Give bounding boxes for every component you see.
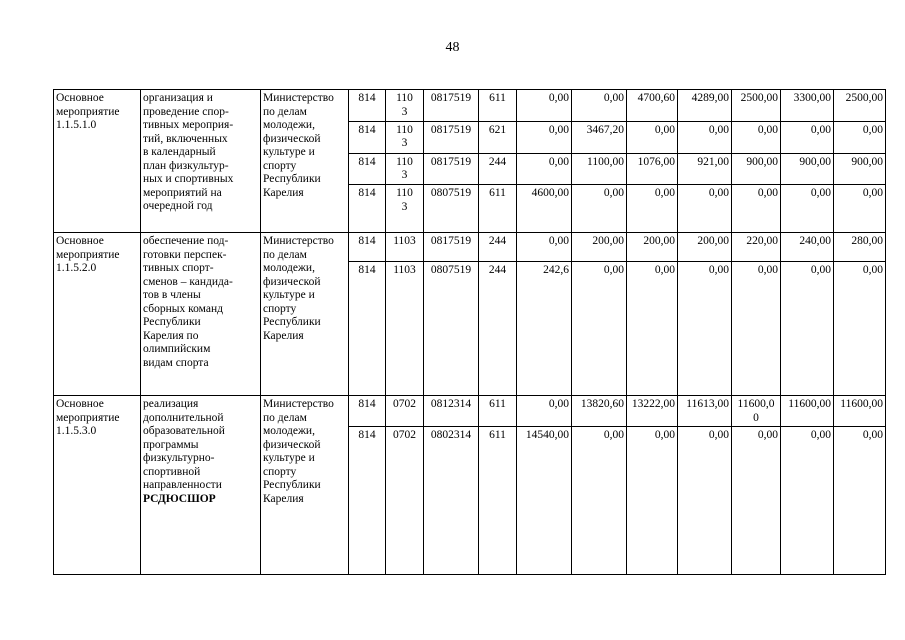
grbs-cell: 814: [349, 233, 386, 262]
value-cell: 11600,00: [834, 396, 886, 427]
value-cell: 0,00: [517, 153, 572, 185]
value-cell: 4600,00: [517, 185, 572, 233]
table-row: [54, 233, 886, 262]
value-cell: 0,00: [627, 262, 678, 396]
value-cell: 900,00: [781, 153, 834, 185]
csr-cell: 0817519: [424, 153, 479, 185]
vr-cell: 611: [479, 185, 517, 233]
value-cell: 11600,0 0: [732, 396, 781, 427]
value-cell: 0,00: [627, 121, 678, 153]
event-description: реализация дополнительной образовательной программы физкультурно- спортивной направленности: [143, 398, 225, 491]
value-cell: 200,00: [678, 233, 732, 262]
table-row: [54, 396, 886, 427]
school-name: РСДЮСШОР: [143, 492, 216, 505]
value-cell: 1076,00: [627, 153, 678, 185]
value-cell: 14540,00: [517, 427, 572, 575]
vr-cell: 244: [479, 153, 517, 185]
page-number: 48: [445, 40, 460, 55]
value-cell: 0,00: [678, 121, 732, 153]
rzpr-cell: 0702: [386, 396, 424, 427]
grbs-cell: 814: [349, 427, 386, 575]
vr-cell: 244: [479, 233, 517, 262]
vr-cell: 244: [479, 262, 517, 396]
event-code-cell: Основное мероприятие 1.1.5.1.0: [54, 90, 141, 233]
csr-cell: 0802314: [424, 427, 479, 575]
executor-cell: Министерство по делам молодежи, физической культуре и спорту Республики Карелия: [261, 396, 349, 575]
event-description: организация и проведение спор- тивных мероприя- тий, включенных в календарный план физкультур- ных и спортивных мероприятий на очередной год: [143, 92, 234, 212]
grbs-cell: 814: [349, 153, 386, 185]
value-cell: 921,00: [678, 153, 732, 185]
value-cell: 0,00: [678, 427, 732, 575]
grbs-cell: 814: [349, 90, 386, 122]
rzpr-cell: 1103: [386, 233, 424, 262]
value-cell: 0,00: [678, 262, 732, 396]
value-cell: 280,00: [834, 233, 886, 262]
value-cell: 13820,60: [572, 396, 627, 427]
rzpr-cell: 110 3: [386, 90, 424, 122]
grbs-cell: 814: [349, 121, 386, 153]
event-description-cell: [141, 233, 261, 396]
value-cell: 220,00: [732, 233, 781, 262]
grbs-cell: 814: [349, 185, 386, 233]
rzpr-cell: 110 3: [386, 121, 424, 153]
table-row: [54, 90, 886, 122]
value-cell: 0,00: [517, 90, 572, 122]
value-cell: 200,00: [572, 233, 627, 262]
value-cell: 0,00: [834, 427, 886, 575]
rzpr-cell: 110 3: [386, 153, 424, 185]
value-cell: 3467,20: [572, 121, 627, 153]
value-cell: 0,00: [834, 121, 886, 153]
value-cell: 0,00: [732, 121, 781, 153]
value-cell: 240,00: [781, 233, 834, 262]
csr-cell: 0817519: [424, 121, 479, 153]
value-cell: 0,00: [517, 121, 572, 153]
grbs-cell: 814: [349, 262, 386, 396]
rzpr-cell: 110 3: [386, 185, 424, 233]
csr-cell: 0807519: [424, 185, 479, 233]
value-cell: 0,00: [732, 262, 781, 396]
value-cell: 0,00: [627, 185, 678, 233]
budget-table: [53, 89, 886, 575]
value-cell: 200,00: [627, 233, 678, 262]
value-cell: 13222,00: [627, 396, 678, 427]
event-description: обеспечение под- готовки перспек- тивных спорт- сменов – кандида- тов в члены сборных команд Республики Карелия по олимпийским видам спорта: [143, 235, 233, 369]
vr-cell: 611: [479, 90, 517, 122]
grbs-cell: 814: [349, 396, 386, 427]
value-cell: 0,00: [678, 185, 732, 233]
value-cell: 11613,00: [678, 396, 732, 427]
value-cell: 0,00: [572, 185, 627, 233]
value-cell: 0,00: [572, 262, 627, 396]
value-cell: 900,00: [834, 153, 886, 185]
value-cell: 0,00: [781, 262, 834, 396]
value-cell: 1100,00: [572, 153, 627, 185]
rzpr-cell: 1103: [386, 262, 424, 396]
value-cell: 0,00: [834, 185, 886, 233]
csr-cell: 0817519: [424, 233, 479, 262]
value-cell: 4289,00: [678, 90, 732, 122]
value-cell: 0,00: [627, 427, 678, 575]
vr-cell: 621: [479, 121, 517, 153]
value-cell: 3300,00: [781, 90, 834, 122]
event-description-cell: [141, 396, 261, 575]
value-cell: 0,00: [781, 121, 834, 153]
value-cell: 0,00: [781, 427, 834, 575]
value-cell: 2500,00: [834, 90, 886, 122]
event-description-cell: [141, 90, 261, 233]
csr-cell: 0817519: [424, 90, 479, 122]
executor-cell: Министерство по делам молодежи, физической культуре и спорту Республики Карелия: [261, 233, 349, 396]
value-cell: 0,00: [781, 185, 834, 233]
event-code-cell: Основное мероприятие 1.1.5.3.0: [54, 396, 141, 575]
value-cell: 4700,60: [627, 90, 678, 122]
csr-cell: 0807519: [424, 262, 479, 396]
value-cell: 0,00: [517, 233, 572, 262]
value-cell: 11600,00: [781, 396, 834, 427]
value-cell: 2500,00: [732, 90, 781, 122]
csr-cell: 0812314: [424, 396, 479, 427]
value-cell: 0,00: [517, 396, 572, 427]
executor-cell: Министерство по делам молодежи, физической культуре и спорту Республики Карелия: [261, 90, 349, 233]
value-cell: 242,6: [517, 262, 572, 396]
value-cell: 0,00: [732, 427, 781, 575]
rzpr-cell: 0702: [386, 427, 424, 575]
vr-cell: 611: [479, 396, 517, 427]
value-cell: 0,00: [834, 262, 886, 396]
value-cell: 0,00: [572, 90, 627, 122]
value-cell: 900,00: [732, 153, 781, 185]
event-code-cell: Основное мероприятие 1.1.5.2.0: [54, 233, 141, 396]
value-cell: 0,00: [732, 185, 781, 233]
value-cell: 0,00: [572, 427, 627, 575]
vr-cell: 611: [479, 427, 517, 575]
